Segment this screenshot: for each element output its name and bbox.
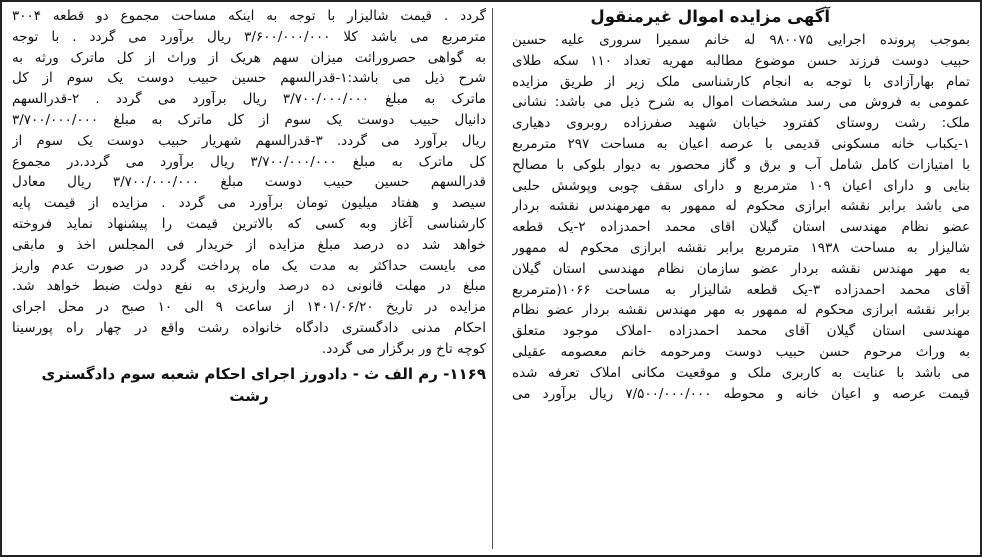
body-line: به وراث مرحوم حسن حبیب دوست ومرحومه خانم معصومه عقیلی xyxy=(512,343,970,360)
body-line: می باشد با عنایت به کاربری ملک و موقعیت مکانی املاک تعرفه شده xyxy=(512,364,970,381)
body-line: مهندسی استان گیلان آقای محمد احمدزاده -املاک موجود متعلق xyxy=(512,323,970,340)
body-line: آقای محمد احمدزاده ۳-یک قطعه شالیزار به مساحت ۱۰۶۶(مترمربع xyxy=(512,281,970,298)
body-line: احکام مدنی دادگستری دادگاه خانواده رشت واقع در چهار راه پورسینا xyxy=(12,319,486,336)
body-line: ملک: رشت روستای کفترود خیابان شهید صفرزاده روبروی دهیاری xyxy=(512,115,970,132)
body-line: عمومی به فروش می رسد مشخصات اموال به شرح ذیل می باشد: نشانی xyxy=(512,94,970,111)
body-line: مترمربع می باشد کلا ۳/۶۰۰/۰۰۰/۰۰۰ ریال برآورد می گردد . با توجه xyxy=(12,28,486,45)
body-line: کوچه تاخ ور برگزار می گردد. xyxy=(321,340,486,357)
body-line: به مهر مهندس نقشه بردار عضو سازمان نظام مهندسی استان گیلان xyxy=(512,260,970,277)
body-line: شرح ذیل می باشد:۱-قدرالسهم حسین حبیب دوست یک سوم از کل xyxy=(12,70,486,87)
body-line: حبیب دوست فرزند حسن موضوع مطالبه مهریه تعداد ۱۱۰ سکه طلای xyxy=(512,52,970,69)
body-line: با امتیازات کامل شامل آب و برق و گاز محصور به دیوار بلوکی با مصالح xyxy=(512,156,970,173)
column-divider xyxy=(492,8,493,549)
body-line: خواهد شد ده درصد مبلغ مزایده از خریدار فی المجلس اخذ و مابقی xyxy=(12,236,486,253)
body-line: سیصد و هفتاد میلیون تومان برآورد می گردد . مزایده از قیمت پایه xyxy=(12,195,486,212)
body-line: ماترک به مبلغ ۳/۷۰۰/۰۰۰/۰۰۰ ریال برآورد می گردد . ۲-قدرالسهم xyxy=(12,91,486,108)
signature-line: ۱۱۶۹- رم الف ث - دادورز اجرای احکام شعبه سوم دادگستری xyxy=(41,364,486,383)
body-line: تمام بهارآزادی با توجه به انجام کارشناسی ملک زیر از طریق مزایده xyxy=(512,73,970,90)
body-line: کارشناسی آغاز وبه کسی که بالاترین قیمت را پیشنهاد نماید فروخته xyxy=(12,215,486,232)
body-line: قیمت عرصه و اعیان خانه و محوطه ۷/۵۰۰/۰۰۰/۰۰۰ ریال برآورد می xyxy=(512,385,970,402)
body-line: بنایی و دارای اعیان ۱۰۹ مترمربع و دارای سقف چوبی وپوشش حلبی xyxy=(512,177,970,194)
body-line: ۱-یکباب خانه مسکونی قدیمی با عرصه اعیان به مساحت ۲۹۷ مترمربع xyxy=(512,135,970,152)
body-line: برابر نقشه ابرازی محکوم له ممهور به مهر مهندس نقشه بردار عضو نظام xyxy=(512,302,970,319)
body-line: قدرالسهم حسین حبیب دوست مبلغ ۳/۷۰۰/۰۰۰/۰۰۰ ریال معادل xyxy=(12,174,486,191)
body-line: می باشد برابر نقشه ابرازی محکوم له ممهور به مهرمهندس نقشه بردار xyxy=(512,198,970,215)
body-line: مبلغ در مهلت قانونی ده درصد واریزی به نفع دولت ضبط خواهد شد. xyxy=(12,278,486,295)
body-line: دانیال حبیب دوست یک سوم از کل ماترک به مبلغ ۳/۷۰۰/۰۰۰/۰۰۰ xyxy=(12,111,486,128)
body-line: کل ماترک به مبلغ ۳/۷۰۰/۰۰۰/۰۰۰ ریال برآورد می گردد.در مجموع xyxy=(12,153,486,170)
body-line: ریال برآورد می گردد. ۳-قدرالسهم شهریار حبیب دوست یک سوم از xyxy=(12,132,486,149)
body-line: شالیزار به مساحت ۱۹۳۸ مترمربع برابر نقشه ابرازی محکوم له ممهور xyxy=(512,239,970,256)
body-line: گردد . قیمت شالیزار با توجه به اینکه مساحت مجموع دو قطعه ۳۰۰۴ xyxy=(12,8,486,24)
left-column xyxy=(12,6,486,407)
signature-city: رشت xyxy=(229,386,269,405)
body-line: بموجب پرونده اجرایی ۹۸۰۰۷۵ له خانم سمیرا سروری علیه حسین xyxy=(512,32,970,48)
body-line: به گواهی حصروراثت میزان سهم هریک از وراث از کل ماترک ورثه به xyxy=(12,49,486,66)
body-line: مزایده در تاریخ ۱۴۰۱/۰۶/۲۰ از ساعت ۹ الی ۱۰ صبح در محل اجرای xyxy=(12,299,486,316)
notice-title: آگهی مزایده اموال غیرمنقول xyxy=(590,7,830,26)
body-line: می بایست حداکثر به مدت یک ماه پرداخت گردد در صورت عدم واریز xyxy=(12,257,486,274)
right-column xyxy=(512,6,970,404)
body-line: عضو نظام مهندسی استان گیلان اقای محمد احمدزاده ۲-یک قطعه xyxy=(512,219,970,236)
